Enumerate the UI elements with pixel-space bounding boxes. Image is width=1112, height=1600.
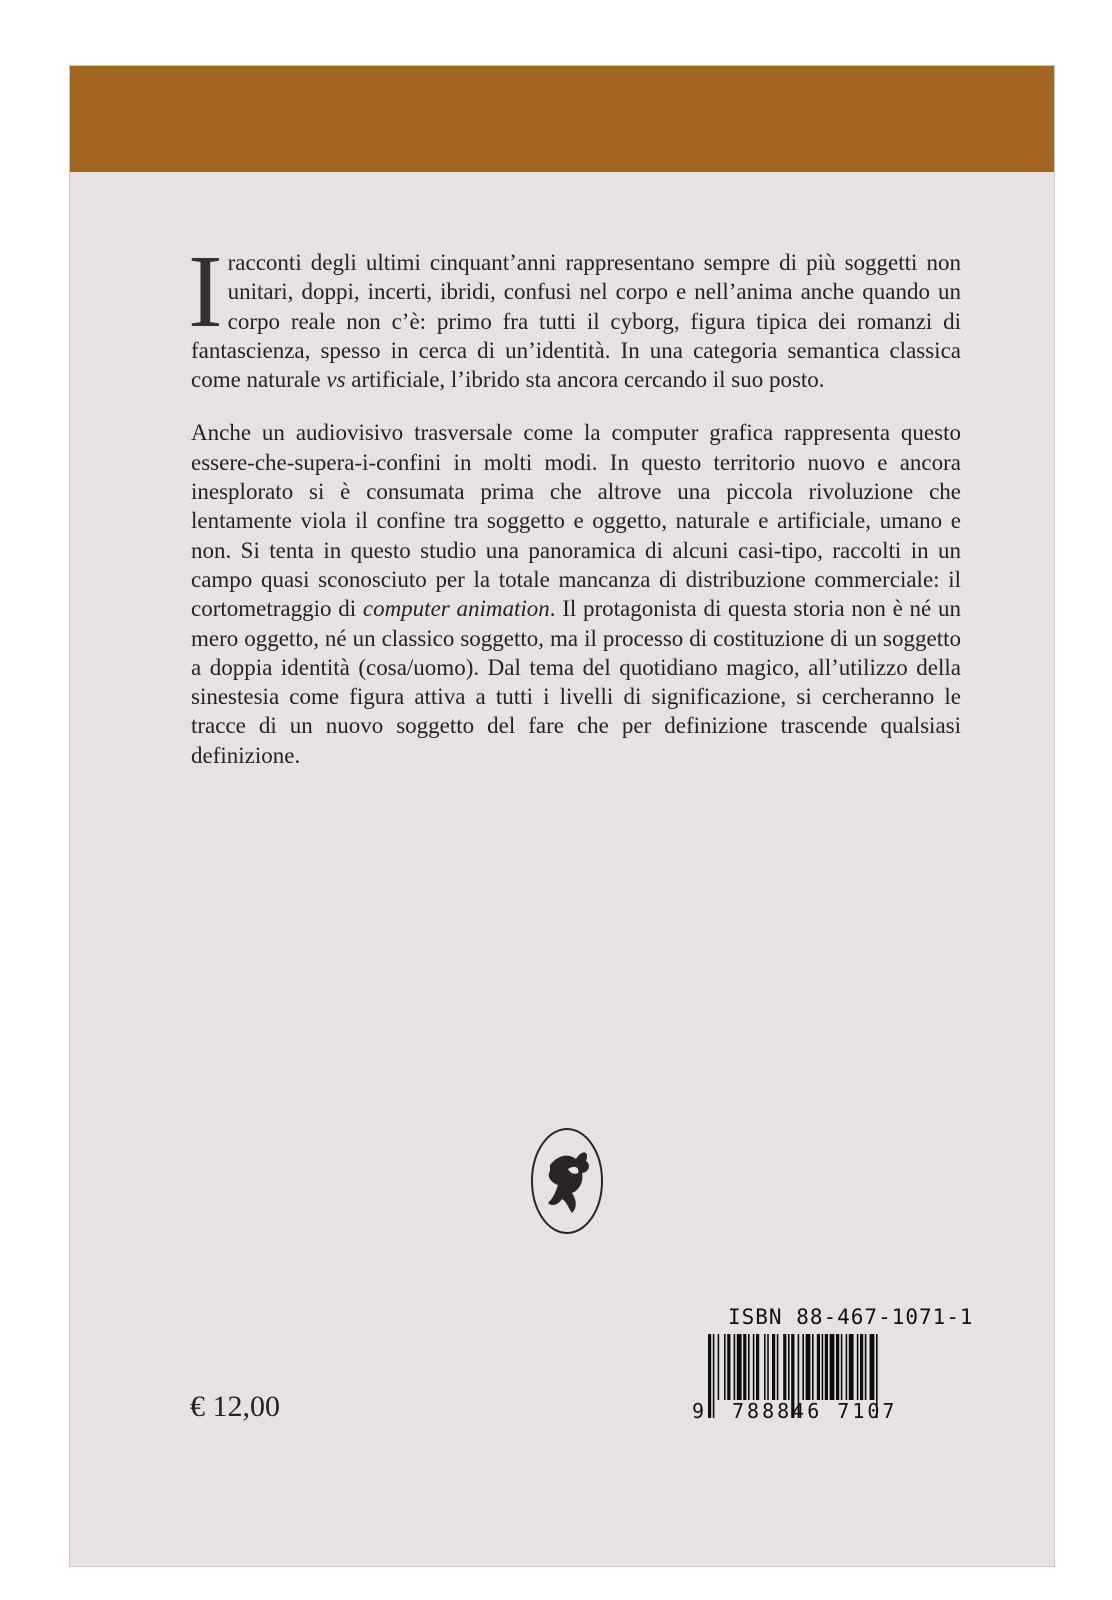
barcode-bar	[841, 1334, 843, 1400]
barcode-bar	[748, 1334, 750, 1400]
blurb-paragraph-2: Anche un audiovisivo trasversale come la computer grafica rappresenta questo essere-che-supera-i-confini in molti modi. In questo territorio nuovo e ancora inesplorato si è consumata prima che altrove una piccola rivoluzione che lentamente viola il confine tra soggetto e oggetto, naturale e artificiale, umano e non. Si tenta in questo studio una panoramica di alcuni casi-tipo, raccolti in un campo quasi sconosciuto per la totale mancanza di distribuzione commerciale: il cortometraggio di computer animation. Il protagonista di questa storia non è né un mero oggetto, né un classico soggetto, ma il processo di costituzione di un soggetto a doppia identità (cosa/uomo). Dal tema del quotidiano magico, all’utilizzo della sinestesia come figura attiva a tutti i livelli di significazione, si cercheranno le tracce di un nuovo soggetto del fare che per definizione trascende qualsiasi definizione.	[191, 420, 961, 768]
isbn-barcode	[690, 1334, 955, 1422]
barcode-bar	[825, 1334, 828, 1400]
barcode-bar	[865, 1334, 867, 1400]
barcode-bar	[737, 1334, 742, 1400]
barcode-bar	[718, 1334, 720, 1400]
barcode-bar	[708, 1334, 711, 1418]
price-label: € 12,00	[190, 1390, 280, 1423]
barcode-bar	[734, 1334, 736, 1400]
barcode-bar	[756, 1334, 759, 1400]
barcode-bar	[743, 1334, 746, 1400]
barcode-digit-left: 9	[692, 1399, 705, 1422]
griffin-emblem-icon	[528, 1125, 606, 1237]
barcode-bar	[764, 1334, 766, 1400]
barcode-bar	[783, 1334, 786, 1400]
barcode-bar	[817, 1334, 820, 1400]
barcode-bar	[830, 1334, 835, 1400]
barcode-bar	[857, 1334, 859, 1400]
barcode-bar	[870, 1334, 875, 1400]
barcode-bar	[777, 1334, 779, 1400]
barcode-bar	[767, 1334, 769, 1400]
barcode-bar	[846, 1334, 848, 1400]
isbn-label: ISBN 88-467-1071-1	[728, 1305, 974, 1329]
barcode-bar	[836, 1334, 839, 1400]
barcode-bar	[802, 1334, 804, 1400]
barcode-digits-right: 788846 7107	[732, 1399, 898, 1422]
barcode-bar	[812, 1334, 814, 1400]
blurb-paragraph-1: I racconti degli ultimi cinquant’anni rappresentano sempre di più soggetti non unitari, doppi, incerti, ibridi, confusi nel corpo e nell’anima anche quando un corpo reale non c’è: primo fra tutti il cyborg, figura tipica dei romanzi di fantascienza, spesso in cerca di un’identità. In una categoria semantica classica come naturale vs artificiale, l’ibrido sta ancora cercando il suo posto.	[188, 234, 961, 393]
barcode-bar	[753, 1334, 755, 1400]
barcode-bar	[849, 1334, 854, 1400]
drop-cap: I	[188, 234, 223, 349]
barcode-bar	[772, 1334, 775, 1400]
barcode-bar	[713, 1334, 715, 1418]
barcode-bar	[724, 1334, 726, 1400]
barcode-bar	[788, 1334, 790, 1400]
barcode-bar	[860, 1334, 863, 1400]
back-cover-blurb	[188, 234, 961, 770]
barcode-bar	[806, 1334, 811, 1400]
top-color-band	[70, 66, 1054, 172]
barcode-bar	[822, 1334, 824, 1400]
barcode-bar	[727, 1334, 730, 1400]
